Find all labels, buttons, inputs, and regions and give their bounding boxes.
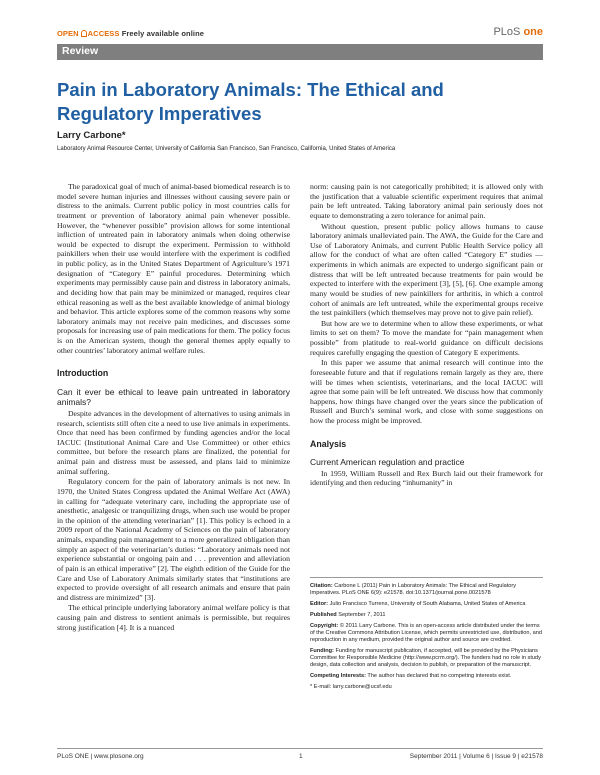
article-type-bar (57, 44, 543, 60)
logo-text-plos: PLoS (493, 26, 521, 38)
analysis-heading: Analysis (310, 438, 347, 449)
article-type-label: Review (62, 45, 99, 57)
journal-site-link[interactable]: PLoS ONE | www.plosone.org (57, 753, 144, 760)
introduction-heading: Introduction (57, 368, 109, 379)
left-column (57, 182, 290, 632)
body-paragraph: Despite advances in the development of alternatives to using animals in research, scientists still often cite a need to use live animals in experiments. Once that need has been confirmed by funding agencies and/or the local IACUC (Institutional Animal Care and Use Committee) or other ethics committee, but before the research plans are finalized, the potential for animal pain and distress must be assessed, and plans laid to minimize animal suffering. (57, 408, 290, 476)
open-access-lock-icon (81, 30, 87, 37)
body-paragraph: The ethical principle underlying laboratory animal welfare policy is that causing pain and distress to sentient animals is permissible, but requires strong justification [4]. It is a nuanced (57, 603, 290, 632)
access-label: ACCESS (87, 29, 120, 38)
journal-header (57, 28, 543, 42)
author-affiliation: Laboratory Animal Resource Center, University of California San Francisco, San Francisco, California, United States of America (57, 146, 396, 152)
article-info-box (310, 577, 543, 695)
body-paragraph: In this paper we assume that animal research will continue into the foreseeable future and that if regulations remain largely as they are, there will be times when scientists, veterinarians, and the local IACUC will agree that some pain will be left untreated. We discuss how that commonly happens, how things have changed over the years since the publication of Russell and Burch’s seminal work, and close with some suggestions on how the process might be improved. (310, 358, 543, 425)
copyright-block: Copyright: © 2011 Larry Carbone. This is an open-access article distributed under the terms of the Creative Commons Attribution License, which permits unrestricted use, distribution, and reproduction in any medium, provided the original author and source are credited. (310, 623, 542, 643)
body-paragraph: Without question, present public policy allows humans to cause laboratory animals unalleviated pain. The AWA, the Guide for the Care and Use of Laboratory Animals, and current Public Health Service policy all allow for the conduct of what are often called “Category E” studies — experiments in which animals are expected to undergo significant pain or distress that will be left untreated because treatments for pain would be expected to interfere with the experiment [3], [5], [6]. One example among many would be studies of new painkillers for arthritis, in which a control cohort of animals are left untreated, while the experimental groups receive the test painkillers (which themselves may prove not to give pain relief). (310, 221, 543, 318)
introduction-subheading: Can it ever be ethical to leave pain untreated in laboratory animals? (57, 386, 290, 408)
editor-block: Editor: Julio Francisco Turrens, University of South Alabama, United States of America (310, 601, 526, 607)
published-block: Published September 7, 2011 (310, 612, 386, 618)
body-paragraph: In 1959, William Russell and Rex Burch laid out their framework for identifying and then reducing “inhumanity” in (310, 468, 543, 488)
open-access-banner (57, 29, 204, 38)
page-footer (57, 748, 543, 760)
author-name: Larry Carbone* (57, 130, 126, 141)
journal-logo (493, 26, 543, 38)
analysis-subheading: Current American regulation and practice (310, 457, 465, 468)
competing-interests-block: Competing Interests: The author has declared that no competing interests exist. (310, 673, 512, 679)
open-label: OPEN (57, 29, 79, 38)
citation-block: Citation: Carbone L (2011) Pain in Laboratory Animals: The Ethical and Regulatory Imperatives. PLoS ONE 6(9): e21578. doi:10.1371/journal.pone.0021578 (310, 583, 517, 596)
body-paragraph: norm: causing pain is not categorically prohibited; it is allowed only with the justification that a valuable scientific experiment requires that animal pain be left untreated. Taking laboratory animal pain seriously does not equate to demonstrating a zero tolerance for animal pain. (310, 182, 543, 220)
logo-text-one: one (523, 26, 543, 38)
abstract-paragraph: The paradoxical goal of much of animal-based biomedical research is to model severe human injuries and illnesses without causing severe pain or distress to the animals. Current public policy in most countries calls for treatment or prevention of laboratory animal pain whenever possible. However, the “whenever possible” provision allows for some intentional infliction of untreated pain in laboratory animals when doing otherwise would be expected to disrupt the experiment. Permission to withhold painkillers when their use would interfere with the experiment is codified in public policy, as in the United States Department of Agriculture’s 1971 designation of “Category E” painful procedures. Determining which experiments may permissibly cause pain and distress in laboratory animals, and deciding how that pain may be minimized or managed, requires clear ethical reasoning as well as the best available knowledge of animal biology and behavior. This article explores some of the common reasons why some laboratory animals may not receive pain medicines, and discusses some proposals for increasing use of pain medications for them. The policy focus is on the American system, though the general themes apply equally to other countries’ laboratory animal welfare rules. (57, 182, 290, 355)
right-column (310, 182, 543, 488)
issue-info: September 2011 | Volume 6 | Issue 9 | e21578 (409, 753, 543, 760)
page-number: 1 (299, 753, 303, 760)
article-title: Pain in Laboratory Animals: The Ethical and Regulatory Imperatives (57, 79, 444, 124)
body-paragraph: Regulatory concern for the pain of laboratory animals is not new. In 1970, the United States Congress updated the Animal Welfare Act (AWA) in calling for “adequate veterinary care, including the appropriate use of anesthetic, analgesic or tranquilizing drugs, when such use would be proper in the opinion of the attending veterinarian” [1]. This policy is echoed in a 2009 report of the National Academy of Sciences on the pain of laboratory animals, expanding pain management to a more generalized obligation than simply an aspect of the veterinarian’s duties: “Laboratory animals need not experience substantial or ongoing pain and . . . prevention and alleviation of pain is an ethical imperative” [2]. The eighth edition of the Guide for the Care and Use of Laboratory Animals similarly states that “institutions are expected to provide oversight of all research animals and ensure that pain and distress are minimized” [3]. (57, 477, 290, 602)
author-email: * E-mail: larry.carbone@ucsf.edu (310, 684, 392, 690)
freely-available-label: Freely available online (121, 29, 205, 38)
body-paragraph: But how are we to determine when to allow these experiments, or what limits to set on them? To move the mandate for “pain management when possible” from platitude to real-world guidance on difficult decisions requires carefully engaging the question of Category E experiments. (310, 318, 543, 357)
funding-block: Funding: Funding for manuscript publication, if accepted, will be provided by the Physicians Committee for Responsible Medicine (http://www.pcrm.org/). The funders had no role in study design, data collection and analysis, decision to publish, or preparation of the manuscript. (310, 648, 541, 668)
